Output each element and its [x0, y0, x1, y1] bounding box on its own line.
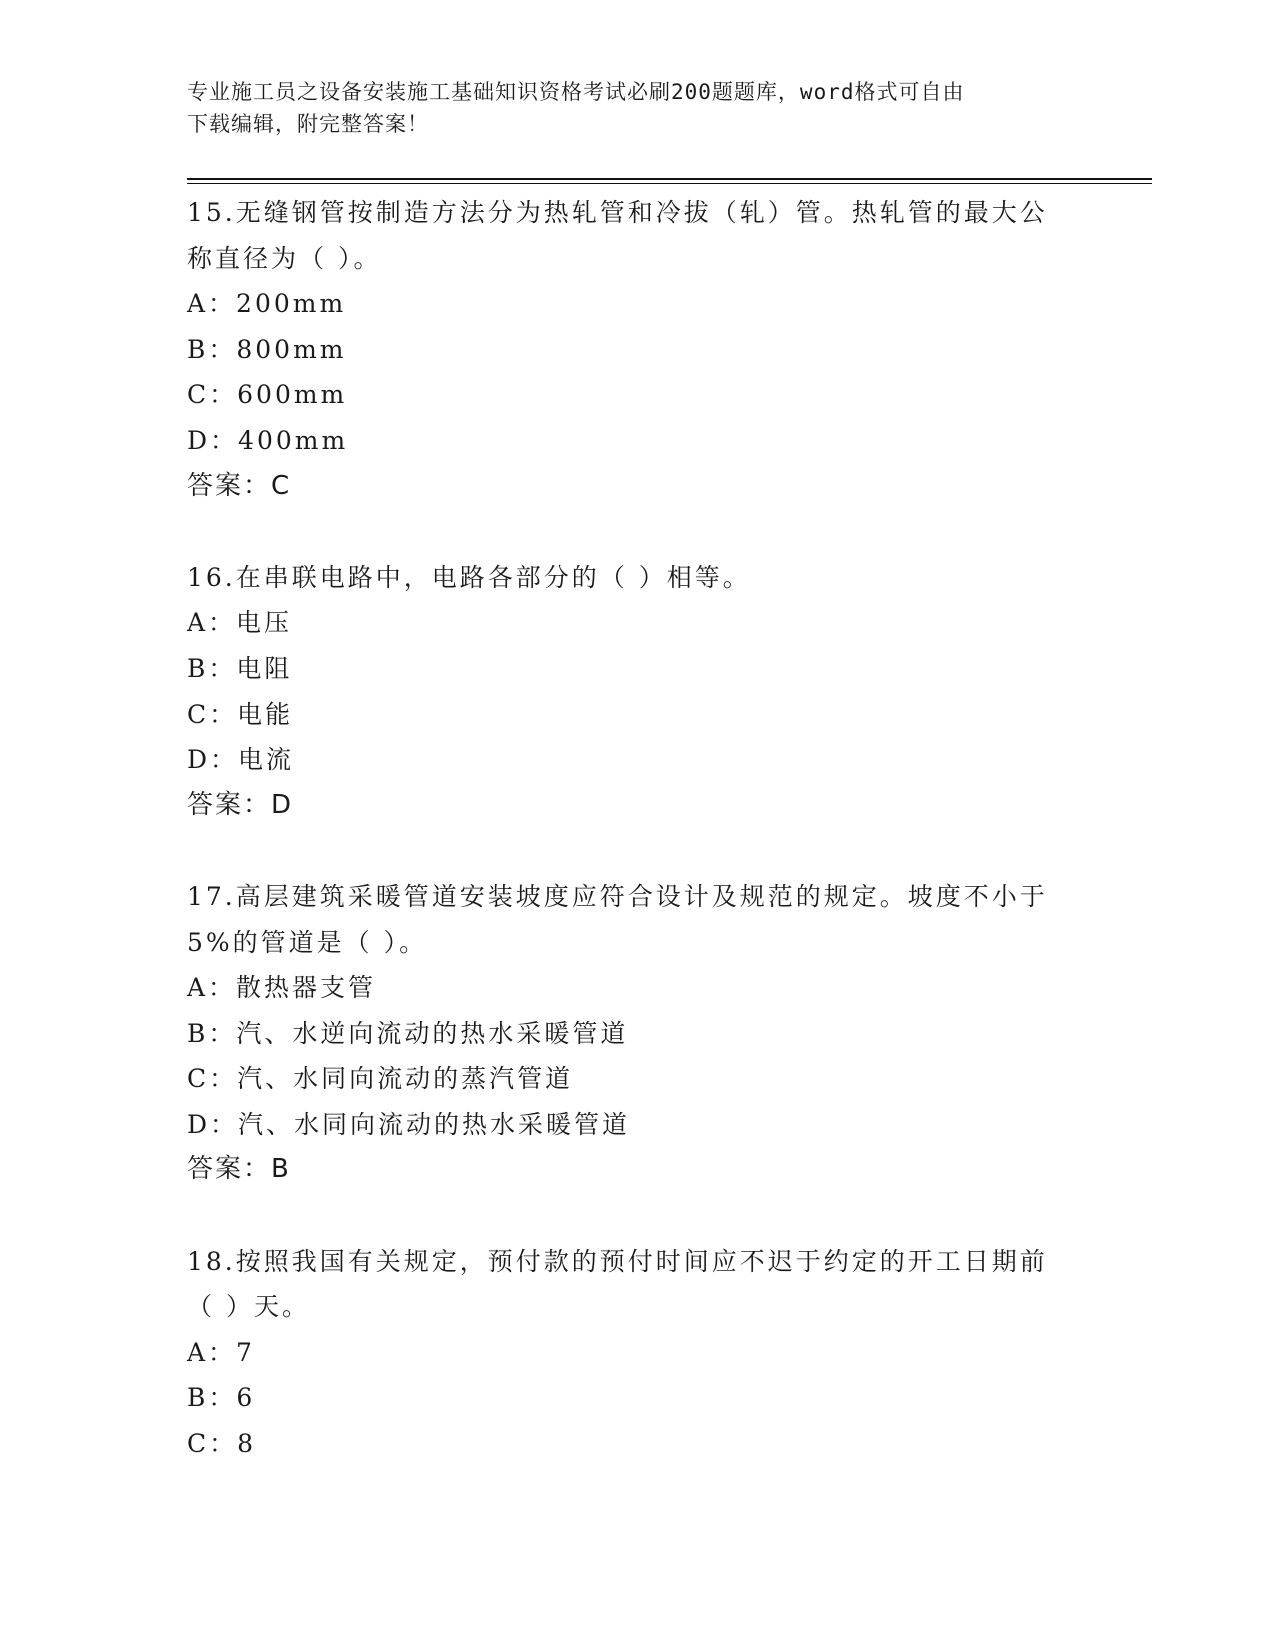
option-d: D：电流 [187, 745, 295, 775]
option-b: B：800mm [187, 334, 347, 364]
option-c: C：汽、水同向流动的蒸汽管道 [187, 1064, 574, 1094]
answer-line: 答案：C [187, 470, 292, 501]
option-b: B：电阻 [187, 653, 293, 683]
question-text-cont: 5%的管道是（ ）。 [187, 927, 428, 957]
question-text: 18.按照我国有关规定，预付款的预付时间应不迟于约定的开工日期前 [187, 1246, 1048, 1276]
header-rule-thick [187, 178, 1152, 180]
option-a: A：电压 [187, 608, 293, 638]
question-text: 17.高层建筑采暖管道安装坡度应符合设计及规范的规定。坡度不小于 [187, 881, 1048, 911]
option-c: C：600mm [187, 380, 348, 410]
question-15 [187, 190, 1152, 555]
header-rule-thin [187, 183, 1152, 184]
document-header [187, 76, 1067, 140]
answer-line: 答案：B [187, 1154, 291, 1185]
header-line-1: 专业施工员之设备安装施工基础知识资格考试必刷200题题库，word格式可自由 [187, 80, 965, 104]
question-16 [187, 555, 1152, 874]
option-c: C：8 [187, 1429, 257, 1459]
option-a: A：200mm [187, 289, 347, 319]
question-text-cont: （ ）天。 [187, 1292, 310, 1322]
question-text: 15.无缝钢管按制造方法分为热轧管和冷拔（轧）管。热轧管的最大公 [187, 198, 1048, 227]
question-text-cont: 称直径为（ ）。 [187, 243, 382, 273]
option-a: A：散热器支管 [187, 973, 377, 1003]
question-17 [187, 874, 1152, 1239]
question-text: 16.在串联电路中，电路各部分的（ ）相等。 [187, 562, 751, 592]
option-b: B：汽、水逆向流动的热水采暖管道 [187, 1018, 629, 1048]
question-18 [187, 1239, 1152, 1467]
header-line-2: 下载编辑，附完整答案！ [187, 112, 429, 136]
option-d: D：汽、水同向流动的热水采暖管道 [187, 1109, 631, 1139]
question-list [187, 190, 1152, 1467]
option-b: B：6 [187, 1383, 256, 1413]
option-c: C：电能 [187, 699, 294, 729]
option-d: D：400mm [187, 425, 349, 455]
option-a: A：7 [187, 1337, 255, 1367]
answer-line: 答案：D [187, 789, 294, 820]
